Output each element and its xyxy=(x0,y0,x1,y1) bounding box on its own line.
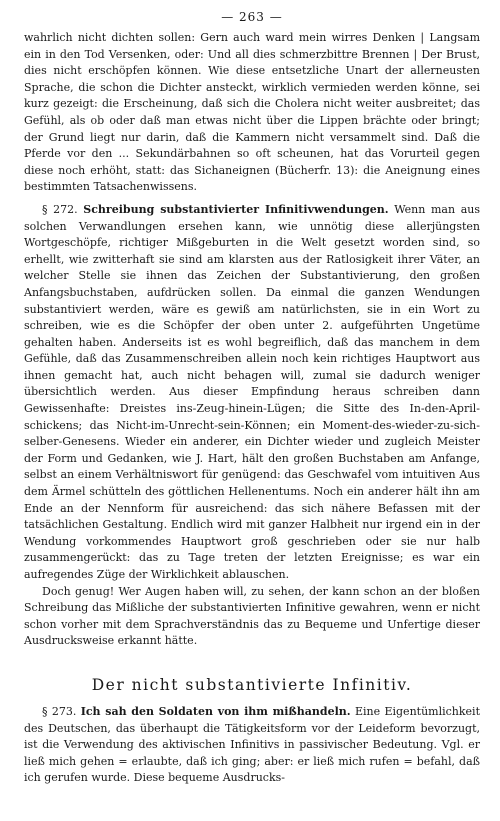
section-273 xyxy=(24,704,480,787)
section-272-text: Wenn man aus solchen Verwandlungen ersehen kann, wie unnötig diese allerjüngsten Wortgeschöpfe, richtiger Mißgeburten in die Welt gesetzt worden sind, so erhellt, wie zwitterhaft sie sind am klarsten aus der Ratlosigkeit ihrer Väter, an welcher Stelle sie ihnen das Zeichen der Substantivierung, den großen Anfangsbuchstaben, aufdrücken sollen. Da einmal die ganzen Wendungen substantiviert werden, wäre es gewiß am natürlichsten, sie in ein Wort zu schreiben, wie es die Schöpfer der oben unter 2. aufgeführten Ungetüme gehalten haben. Anderseits ist es wohl begreiflich, daß das manchem in dem Gefühle, daß das Zusammenschreiben allein noch kein richtiges Hauptwort aus ihnen gemacht hat, auch nicht behagen will, zumal sie dadurch weniger übersichtlich werden. Aus dieser Empfindung heraus schreiben dann Gewissenhafte: Dreistes ins-Zeug-hinein-Lügen; die Sitte des In-den-April-schickens; das Nicht-im-Unrecht-sein-Können; ein Moment-des-wieder-zu-sich-selber-Genesens. Wieder ein anderer, ein Dichter wieder und zugleich Meister der Form und Gedanken, wie J. Hart, hält den großen Buchstaben am Anfange, selbst an einem Verhältniswort für genügend: das Geschwafel vom intuitiven Aus dem Ärmel schütteln des göttlichen Hellenentums. Noch ein anderer hält ihn am Ende an der Nennform für ausreichend: das sich nähere Befassen mit der tatsächlichen Gestaltung. Endlich wird mit ganzer Halbheit nur irgend ein in der Wendung vorkommendes Hauptwort groß geschrieben oder sie nur halb zusammengerückt: das zu Tage treten der letzten Ereignisse; es war ein aufregendes Züge der Wirklichkeit ablauschen. xyxy=(24,202,480,581)
section-272 xyxy=(24,202,480,584)
paragraph-intro: wahrlich nicht dichten sollen: Gern auch ward mein wirres Denken | Langsam ein in den Tod Versenken, oder: Und all dies schmerzbittre Brennen | Der Brust, dies nicht erschöpfen können. Wie diese entsetzliche Unart der allerneusten Sprache, die schon die Dichter ansteckt, wirklich vermieden werden könne, sei kurz gezeigt: die Erscheinung, daß sich die Cholera nicht weiter ausbreitet; das Gefühl, als ob oder daß man etwas nicht über die Lippen brächte oder bringt; der Grund liegt nur darin, daß die Kammern nicht versammelt sind. Daß die Pferde vor den ... Sekundärbahnen so oft scheunen, hat das Vorurteil gegen diese noch erhöht, statt: das Sichaneignen (Bücherfr. 13): die Aneignung eines bestimmten Tatsachenwissens. xyxy=(24,31,480,194)
page-number: — 263 — xyxy=(221,10,283,24)
paragraph-doch-genug: Doch genug! Wer Augen haben will, zu sehen, der kann schon an der bloßen Schreibung das Mißliche der substantivierten Infinitive gewahren, wenn er nicht schon vorher mit dem Sprachverständnis das zu Bequeme und Unfertige dieser Ausdrucksweise erkannt hätte. xyxy=(24,584,480,648)
section-273-number: § 273. xyxy=(42,704,77,718)
section-272-title: Schreibung substantivierter Infinitivwendungen. xyxy=(83,202,389,216)
section-272-number: § 272. xyxy=(42,202,78,216)
section-273-text: Eine Eigentümlichkeit des Deutschen, das überhaupt die Tätigkeitsform vor der Leideform bevorzugt, ist die Verwendung des aktivischen Infinitivs in passivischer Bedeutung. Vgl. er ließ mich gehen = erlaubte, daß ich ging; aber: er ließ mich rufen = befahl, daß ich gerufen wurde. Diese bequeme Ausdrucks- xyxy=(24,704,480,785)
section-heading: Der nicht substantivierte Infinitiv. xyxy=(91,675,413,694)
section-273-title: Ich sah den Soldaten von ihm mißhandeln. xyxy=(80,704,351,718)
